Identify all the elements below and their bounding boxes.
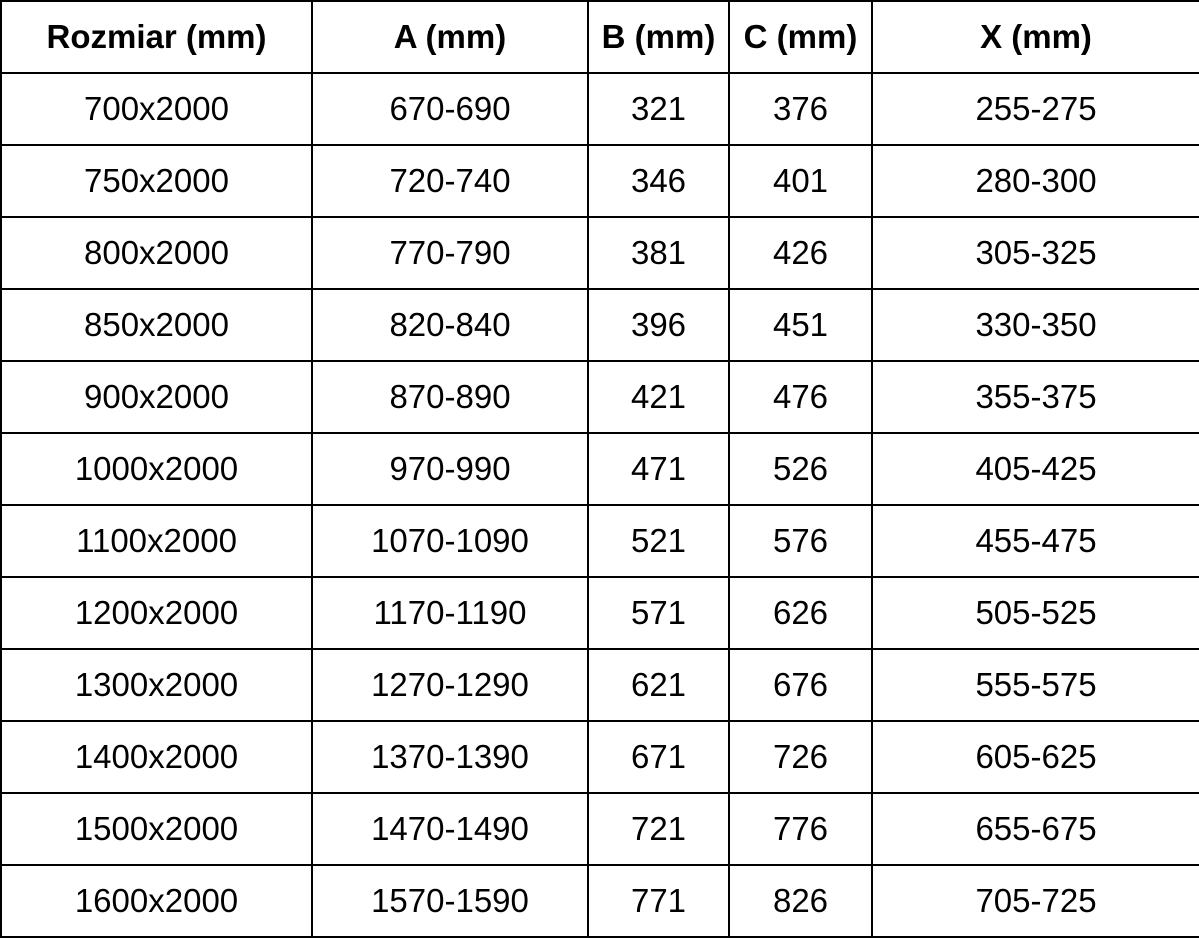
column-header: Rozmiar (mm): [1, 1, 312, 73]
table-cell: 1170-1190: [312, 577, 588, 649]
table-cell: 471: [588, 433, 729, 505]
table-cell: 330-350: [872, 289, 1199, 361]
table-cell: 1200x2000: [1, 577, 312, 649]
table-cell: 455-475: [872, 505, 1199, 577]
table-row: [1, 505, 1199, 577]
table-cell: 376: [729, 73, 872, 145]
table-cell: 770-790: [312, 217, 588, 289]
table-row: [1, 145, 1199, 217]
table-row: [1, 649, 1199, 721]
table-cell: 255-275: [872, 73, 1199, 145]
table-cell: 505-525: [872, 577, 1199, 649]
table-cell: 476: [729, 361, 872, 433]
table-cell: 521: [588, 505, 729, 577]
column-header: B (mm): [588, 1, 729, 73]
table-cell: 1000x2000: [1, 433, 312, 505]
table-row: [1, 289, 1199, 361]
table-row: [1, 577, 1199, 649]
table-cell: 826: [729, 865, 872, 937]
table-cell: 870-890: [312, 361, 588, 433]
table-cell: 1370-1390: [312, 721, 588, 793]
table-cell: 571: [588, 577, 729, 649]
header-row: [1, 1, 1199, 73]
table-cell: 381: [588, 217, 729, 289]
table-cell: 1100x2000: [1, 505, 312, 577]
table-cell: 576: [729, 505, 872, 577]
table-cell: 970-990: [312, 433, 588, 505]
table-cell: 705-725: [872, 865, 1199, 937]
table-cell: 655-675: [872, 793, 1199, 865]
table-cell: 401: [729, 145, 872, 217]
table-cell: 321: [588, 73, 729, 145]
table-row: [1, 721, 1199, 793]
table-cell: 621: [588, 649, 729, 721]
table-cell: 700x2000: [1, 73, 312, 145]
table-row: [1, 73, 1199, 145]
table-cell: 405-425: [872, 433, 1199, 505]
table-cell: 771: [588, 865, 729, 937]
table-cell: 676: [729, 649, 872, 721]
table-cell: 850x2000: [1, 289, 312, 361]
table-cell: 1300x2000: [1, 649, 312, 721]
table-cell: 555-575: [872, 649, 1199, 721]
table-cell: 451: [729, 289, 872, 361]
table-cell: 421: [588, 361, 729, 433]
table-cell: 900x2000: [1, 361, 312, 433]
table-row: [1, 217, 1199, 289]
table-header: [1, 1, 1199, 73]
column-header: X (mm): [872, 1, 1199, 73]
table-cell: 305-325: [872, 217, 1199, 289]
table-cell: 280-300: [872, 145, 1199, 217]
table-cell: 355-375: [872, 361, 1199, 433]
table-body: [1, 73, 1199, 937]
table-row: [1, 361, 1199, 433]
table-cell: 626: [729, 577, 872, 649]
table-row: [1, 433, 1199, 505]
table-cell: 426: [729, 217, 872, 289]
table-cell: 720-740: [312, 145, 588, 217]
table-cell: 526: [729, 433, 872, 505]
table-cell: 800x2000: [1, 217, 312, 289]
table-cell: 1400x2000: [1, 721, 312, 793]
table-row: [1, 793, 1199, 865]
column-header: C (mm): [729, 1, 872, 73]
table-cell: 671: [588, 721, 729, 793]
table-cell: 1070-1090: [312, 505, 588, 577]
table-cell: 1570-1590: [312, 865, 588, 937]
table-cell: 605-625: [872, 721, 1199, 793]
table-row: [1, 865, 1199, 937]
table-cell: 396: [588, 289, 729, 361]
table-cell: 1600x2000: [1, 865, 312, 937]
table-cell: 1270-1290: [312, 649, 588, 721]
column-header: A (mm): [312, 1, 588, 73]
table-cell: 721: [588, 793, 729, 865]
table-cell: 750x2000: [1, 145, 312, 217]
table-cell: 346: [588, 145, 729, 217]
table-cell: 1470-1490: [312, 793, 588, 865]
table-cell: 820-840: [312, 289, 588, 361]
table-cell: 1500x2000: [1, 793, 312, 865]
table-cell: 776: [729, 793, 872, 865]
table-cell: 726: [729, 721, 872, 793]
table-cell: 670-690: [312, 73, 588, 145]
